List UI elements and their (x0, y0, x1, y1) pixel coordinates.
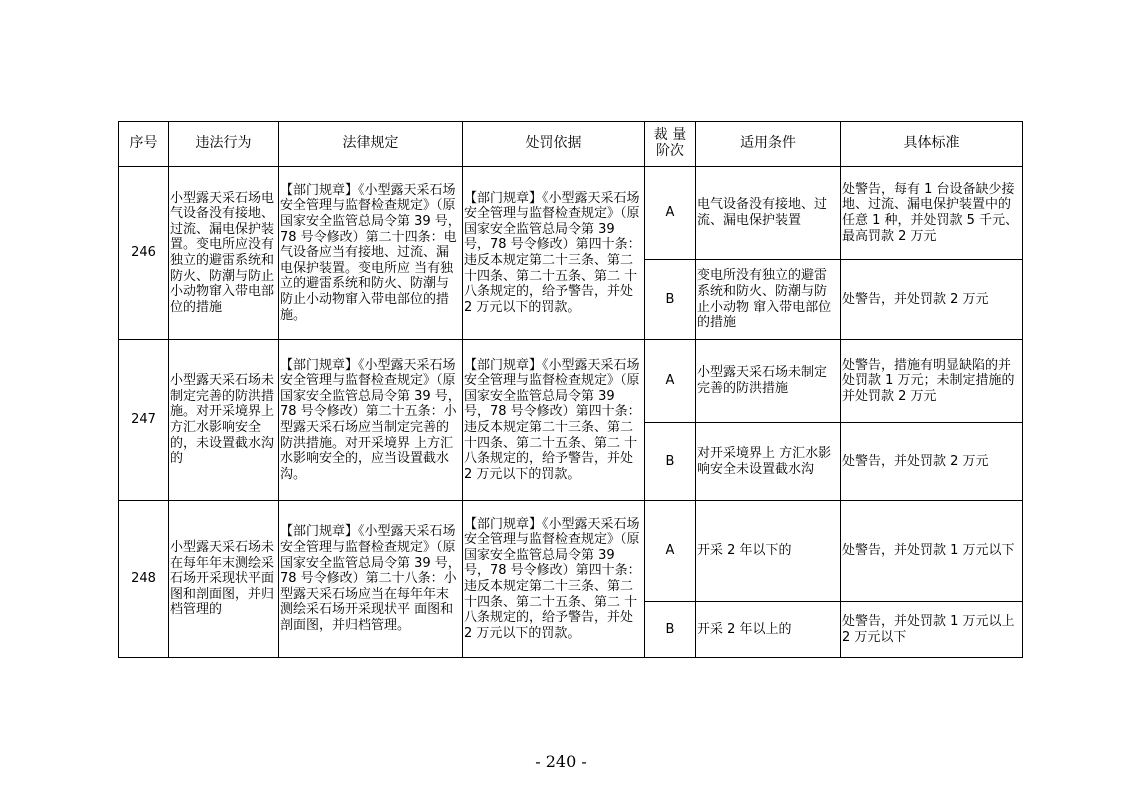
header-serial-no: 序号 (119, 122, 169, 167)
table-header-row (119, 122, 1023, 167)
legal-provision-cell: 【部门规章】《小型露天采石场安全管理与监督检查规定》（原国家安全监管总局令第 39 号，78 号令修改）第二十五条：小型露天采石场应当制定完善的防洪措施。对开采境界 上方汇水影响安全的，应当设置截水沟。 (279, 340, 463, 501)
header-specific-standard: 具体标准 (841, 122, 1023, 167)
standard-cell: 处警告，并处罚款 2 万元 (841, 260, 1023, 340)
header-discretion-level (645, 122, 696, 167)
discretion-level-cell: A (645, 501, 696, 602)
header-violation: 违法行为 (169, 122, 279, 167)
condition-cell: 变电所没有独立的避雷系统和防火、防潮与防止小动物 窜入带电部位的措施 (696, 260, 841, 340)
header-discretion-level-line1: 裁 量 (653, 127, 687, 144)
violation-cell: 小型露天采石场电气设备没有接地、过流、漏电保护装置。变电所应没有独立的避雷系统和防火、防潮与防止小动物窜入带电部位的措施 (169, 167, 279, 340)
page-number: - 240 - (535, 752, 587, 771)
header-legal-provision: 法律规定 (279, 122, 463, 167)
penalty-basis-cell: 【部门规章】《小型露天采石场安全管理与监督检查规定》（原国家安全监管总局令第 39 号，78 号令修改）第四十条：违反本规定第二十三条、第二十四条、第二十五条、第二 十八条规定的，给予警告，并处 2 万元以下的罚款。 (463, 340, 645, 501)
violation-cell: 小型露天采石场未在每年年末测绘采石场开采现状平面图和剖面图，并归档管理的 (169, 501, 279, 658)
table-row (119, 501, 1023, 602)
penalty-basis-cell: 【部门规章】《小型露天采石场安全管理与监督检查规定》（原国家安全监管总局令第 39 号，78 号令修改）第四十条：违反本规定第二十三条、第二十四条、第二十五条、第二 十八条规定的，给予警告，并处 2 万元以下的罚款。 (463, 501, 645, 658)
standard-cell: 处警告，措施有明显缺陷的并处罚款 1 万元；未制定措施的并处罚款 2 万元 (841, 340, 1023, 423)
standard-cell: 处警告，每有 1 台设备缺少接地、过流、漏电保护装置中的任意 1 种，并处罚款 5 千元、 最高罚款 2 万元 (841, 167, 1023, 260)
standard-cell: 处警告，并处罚款 2 万元 (841, 423, 1023, 501)
discretion-level-cell: A (645, 167, 696, 260)
discretion-level-cell: B (645, 423, 696, 501)
header-applicable-condition: 适用条件 (696, 122, 841, 167)
header-discretion-level-line2: 阶次 (656, 143, 684, 159)
condition-cell: 小型露天采石场未制定完善的防洪措施 (696, 340, 841, 423)
standard-cell: 处警告，并处罚款 1 万元以下 (841, 501, 1023, 602)
condition-cell: 电气设备没有接地、过流、漏电保护装置 (696, 167, 841, 260)
discretion-level-cell: A (645, 340, 696, 423)
condition-cell: 对开采境界上 方汇水影响安全未设置截水沟 (696, 423, 841, 501)
penalty-standards-table (118, 121, 1023, 658)
legal-provision-cell: 【部门规章】《小型露天采石场安全管理与监督检查规定》（原国家安全监管总局令第 39 号，78 号令修改）第二十八条：小型露天采石场应当在每年年末测绘采石场开采现状平 面图和剖面图，并归档管理。 (279, 501, 463, 658)
standard-cell: 处警告，并处罚款 1 万元以上 2 万元以下 (841, 602, 1023, 658)
discretion-level-cell: B (645, 602, 696, 658)
table-row (119, 340, 1023, 423)
serial-no-cell: 246 (119, 167, 169, 340)
header-penalty-basis: 处罚依据 (463, 122, 645, 167)
violation-cell: 小型露天采石场未制定完善的防洪措施。对开采境界上方汇水影响安全的，未设置截水沟的 (169, 340, 279, 501)
serial-no-cell: 247 (119, 340, 169, 501)
penalty-basis-cell: 【部门规章】《小型露天采石场安全管理与监督检查规定》（原国家安全监管总局令第 39 号，78 号令修改）第四十条：违反本规定第二十三条、第二十四条、第二十五条、第二 十八条规定的，给予警告，并处 2 万元以下的罚款。 (463, 167, 645, 340)
condition-cell: 开采 2 年以下的 (696, 501, 841, 602)
discretion-level-cell: B (645, 260, 696, 340)
table-row (119, 167, 1023, 260)
serial-no-cell: 248 (119, 501, 169, 658)
condition-cell: 开采 2 年以上的 (696, 602, 841, 658)
legal-provision-cell: 【部门规章】《小型露天采石场安全管理与监督检查规定》（原国家安全监管总局令第 39 号，78 号令修改）第二十四条：电气设备应当有接地、过流、漏电保护装置。变电所应 当有独立的避雷系统和防火、防潮与防止小动物窜入带电部位的措施。 (279, 167, 463, 340)
